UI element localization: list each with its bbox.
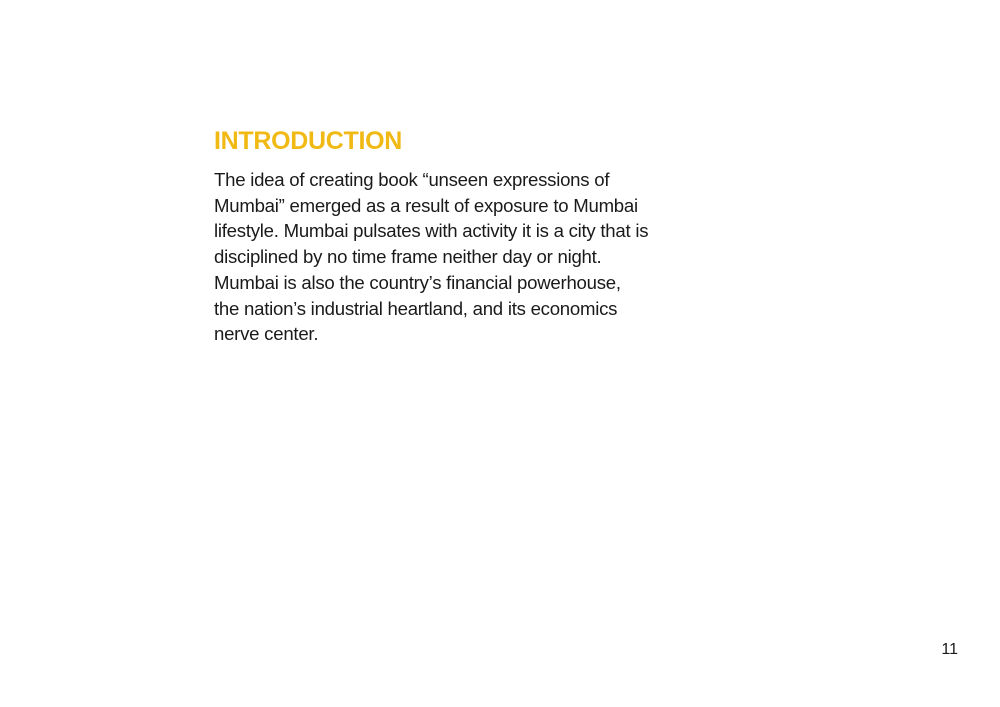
introduction-section: [214, 126, 714, 347]
paragraph-line: nerve center.: [214, 323, 319, 345]
paragraph-line: disciplined by no time frame neither day or night.: [214, 246, 602, 268]
introduction-paragraph: [214, 167, 714, 347]
paragraph-line: Mumbai” emerged as a result of exposure to Mumbai: [214, 194, 638, 216]
paragraph-line: lifestyle. Mumbai pulsates with activity it is a city that is: [214, 220, 649, 242]
section-heading: INTRODUCTION: [214, 127, 403, 155]
page-number: 11: [941, 641, 958, 658]
paragraph-line: The idea of creating book “unseen expressions of: [214, 169, 610, 190]
paragraph-line: the nation’s industrial heartland, and its economics: [214, 297, 618, 319]
paragraph-line: Mumbai is also the country’s financial powerhouse,: [214, 271, 621, 293]
